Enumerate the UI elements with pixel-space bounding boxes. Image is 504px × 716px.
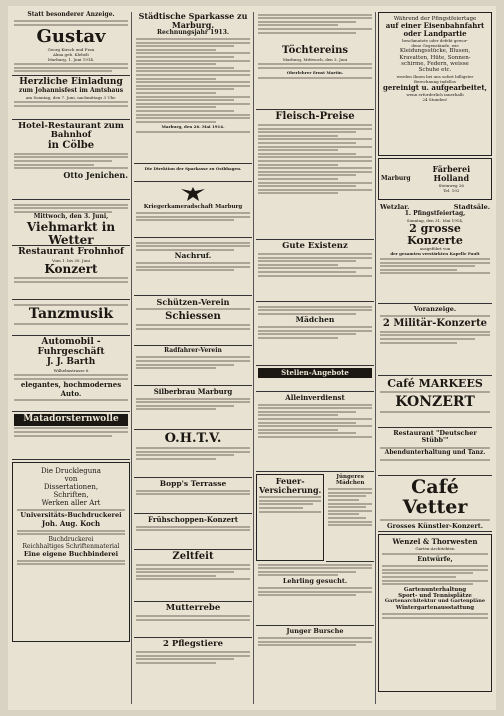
ad-title: Gustav: [36, 25, 106, 47]
ad-title: Alleinverdienst: [285, 393, 345, 402]
birth-announcement: [12, 10, 130, 76]
ad-line: Buchdruckerei: [48, 535, 94, 543]
column-rule: [253, 12, 254, 704]
ad-line: Marburg, 1. Juni 1914.: [47, 56, 95, 62]
young-maid-ad: [326, 472, 374, 562]
restaurant-stuebb-ad: [378, 428, 492, 476]
savings-bank-report: [134, 10, 252, 164]
ad-line: Wilhelmstrasse 6: [53, 367, 89, 373]
ad-line: Oberlehrer Ernst Martin.: [286, 70, 344, 76]
veterans-ad: [134, 182, 252, 238]
ad-line: elegantes, hochmodernes Auto.: [20, 380, 122, 398]
ad-line: Werken aller Art: [41, 499, 101, 508]
ad-subtitle: Grosses Künstler-Konzert.: [386, 522, 484, 531]
ad-town: Wetzlar.: [380, 203, 410, 211]
hotel-ad: [12, 120, 130, 200]
ad-line: Gartenunterhaltung: [403, 586, 467, 593]
ad-line: Vom 1. bis 30. Juni: [52, 257, 90, 263]
brewery-ad: [134, 386, 252, 430]
ad-line: Die Direktion der Sparkasse zu Ostbhagen.: [144, 166, 242, 171]
ad-title: Matadorsternwolle: [14, 414, 128, 426]
ad-title: Lehrling gesucht.: [282, 576, 348, 585]
fire-insurance-ad: [256, 474, 324, 561]
ad-line: Während der Pfingstfeiertage: [393, 16, 477, 22]
ad-title: Restaurant "Deutscher Stübb'": [393, 429, 477, 445]
ad-line: Kravatten, Hüte, Sonnen-: [399, 54, 471, 61]
ad-headline: Konzert: [44, 261, 98, 276]
ad-heading: Voranzeige.: [413, 305, 457, 313]
ad-line: Schriften,: [53, 491, 89, 500]
concert-hall-ad: [378, 202, 492, 304]
ad-title: Junger Bursche: [286, 627, 344, 635]
ad-heading: Die Druckleguna: [41, 467, 101, 475]
ad-line: Gartenarchitektur und Gartenpläne: [384, 598, 486, 605]
column-2: [134, 10, 252, 706]
ad-title: Zeltfeit: [172, 551, 214, 562]
ad-title: Café Vetter: [402, 476, 468, 518]
ad-line: am Sonntag, den 7. Juni, nachmittags 3 Uhr.: [25, 94, 117, 100]
ad-title: Automobil - Fuhrgeschäft: [37, 337, 105, 357]
job-offers-heading: [256, 366, 374, 392]
ad-line: Schuhe etc.: [418, 67, 452, 74]
ad-line: Kleidungsstücke, Blusen,: [399, 48, 471, 55]
ad-subtitle: Joh. Aug. Koch: [41, 518, 101, 528]
ad-line: Dissertationen,: [43, 483, 99, 492]
terrace-ad: [134, 478, 252, 514]
ad-headline: 2 grosse Konzerte: [407, 222, 463, 247]
ad-line: Tel. 192: [443, 187, 460, 193]
existence-ad: [256, 240, 374, 302]
cyclist-ad: [134, 346, 252, 386]
sale-ad: [134, 602, 252, 638]
ad-heading: Mittwoch, den 3. Juni,: [33, 213, 109, 221]
ad-line: wenn erforderlich innerhalb: [406, 91, 464, 97]
garden-architect-ad: [378, 534, 492, 692]
ad-headline: 2 Militär-Konzerte: [382, 317, 488, 329]
ad-line: Alma geb. Klebelt: [52, 51, 90, 57]
festival-ad: [134, 550, 252, 602]
ad-line: Marburg, Mittwoch, den 3. Juni: [282, 56, 348, 62]
ad-line: Georg Kirsch und Frau: [47, 46, 95, 52]
income-ad: [256, 392, 374, 472]
column-1: [12, 10, 130, 706]
ad-line: werden Ihnen bei uns sofort billigster: [396, 73, 474, 79]
ad-line: Steinweg 26: [438, 182, 464, 188]
ad-title: Färberei Holland: [432, 164, 471, 183]
ad-title: Feuer-Versicherung.: [259, 476, 322, 495]
ad-title: Viehmarkt in Wetter: [26, 220, 116, 247]
ad-subtitle: J. J. Barth: [46, 356, 96, 367]
ad-title: Jüngeres Mädchen: [335, 474, 365, 487]
invitation-ad: [12, 76, 130, 120]
column-rule: [375, 12, 376, 704]
printing-ad: [12, 462, 130, 642]
ad-title: Radfahrer-Verein: [164, 347, 222, 354]
insurance-row: [256, 472, 374, 560]
ad-title: Tanzmusik: [28, 306, 114, 323]
ad-title: Bopp's Terrasse: [159, 479, 227, 488]
ad-title: Töchtereins: [281, 45, 349, 56]
ad-subtitle: Rechnungsjahr 1913.: [157, 28, 229, 36]
automobile-ad: [12, 336, 130, 412]
ad-line: Berechnung tadellos: [414, 78, 456, 84]
ad-line: ausgeführt von: [419, 246, 451, 252]
apprentice-ad: [256, 560, 374, 626]
ad-title: 2 Pflegstiere: [162, 639, 224, 649]
ad-title: Herzliche Einladung: [19, 77, 123, 87]
cleaning-ad: [378, 12, 492, 156]
ad-title: Stellen-Angebote: [258, 368, 372, 378]
ad-subtitle: Abendunterhaltung und Tanz.: [384, 449, 486, 457]
ad-title: Mädchen: [295, 315, 335, 325]
ad-signature: Otto Jenichen.: [63, 169, 128, 180]
ad-subtitle: zum Johannisfest im Amtshaus: [18, 86, 124, 94]
military-concert-ad: [378, 304, 492, 376]
column-3: [256, 10, 374, 706]
gym-club-ad: [134, 430, 252, 478]
young-lad-ad: [256, 626, 374, 665]
ad-title: Städtische Sparkasse zu Marburg.: [138, 11, 248, 30]
ad-title: Silberbrau Marburg: [153, 387, 233, 396]
ad-headline: gereinigt u. aufgearbeitet,: [383, 82, 487, 92]
ad-line: Wintergartenausstattung: [395, 605, 475, 612]
ad-title: Fleisch-Preise: [275, 111, 355, 122]
ad-title: Nachruf.: [174, 251, 212, 261]
livestock-ad: [134, 638, 252, 683]
ad-line: Reichhaltiges Schriftenmaterial: [22, 542, 120, 550]
ad-line: der gesamten verstärkten Kapelle Pault: [390, 251, 480, 257]
column-rule: [131, 12, 132, 704]
dyeworks-ad: [378, 158, 492, 200]
text-block: [256, 10, 374, 44]
wool-ad: [12, 412, 130, 460]
ad-heading: Statt besonderer Anzeige.: [27, 11, 115, 18]
ad-line: 24 Stunden!: [422, 96, 448, 102]
ad-title: Wenzel & Thorwesten: [392, 537, 478, 546]
cafe-markees-ad: [378, 376, 492, 428]
ad-headline: oder Landpartie: [403, 29, 467, 39]
concert-ad: [134, 514, 252, 550]
ad-title: Gute Existenz: [282, 241, 348, 251]
ad-title: Café MARKEES: [387, 377, 483, 390]
dance-ad: [12, 300, 130, 336]
ad-line: 1. Pfingstfeiertag,: [404, 210, 466, 218]
ad-title: Universitäts-Buchdruckerei: [20, 511, 122, 520]
ad-line: dene Gegenstände, wie: [411, 43, 459, 49]
ad-line: Marburg, den 26. Mai 1914.: [161, 124, 225, 130]
ad-footer: Eine eigene Buchbinderei: [23, 549, 119, 558]
restaurant-ad: [12, 246, 130, 300]
ad-headline: auf einer Eisenbahnfahrt: [385, 21, 485, 31]
bank-direction: [134, 164, 252, 182]
ad-title: Mutterrebe: [165, 603, 221, 613]
ad-subtitle: Schiessen: [165, 310, 221, 322]
ad-town: Marburg: [381, 174, 411, 182]
ad-title: Restaurant Frohnhof: [18, 247, 124, 257]
ad-line: schirme, Federn, weisse: [401, 61, 469, 68]
market-ad: [12, 200, 130, 246]
obituary-ad: [134, 238, 252, 296]
shooting-club-ad: [134, 296, 252, 346]
daughters-club-ad: [256, 44, 374, 110]
ad-subtitle: in Cölbe: [47, 139, 95, 151]
ad-title: Schützen-Verein: [156, 297, 230, 307]
ad-title: Frühschoppen-Konzert: [148, 515, 238, 524]
meat-prices-ad: [256, 110, 374, 240]
ad-title: Hotel-Restaurant zum Bahnhof: [18, 121, 124, 141]
ad-line: von: [64, 475, 78, 484]
ad-line: Sonntag, den 31. Mai 1914,: [406, 218, 464, 224]
ad-line: Garten-Architekten: [415, 546, 455, 552]
maid-wanted-ad: [256, 302, 374, 366]
ad-title: O.H.T.V.: [164, 431, 222, 446]
ad-line: beschmutzte oder defekt gewor-: [402, 38, 468, 44]
ad-subtitle: Entwürfe,: [417, 555, 453, 564]
cafe-vetter-ad: [378, 476, 492, 532]
ad-headline: KONZERT: [395, 393, 475, 410]
column-4: [378, 10, 492, 706]
eagle-icon: [136, 186, 250, 202]
newspaper-page: [8, 6, 496, 710]
ad-title: Kriegerkameradschaft Marburg: [143, 204, 243, 210]
ad-venue: Stadtsäle.: [453, 203, 490, 211]
ad-line: Sport- und Tennisplätze: [398, 593, 472, 600]
